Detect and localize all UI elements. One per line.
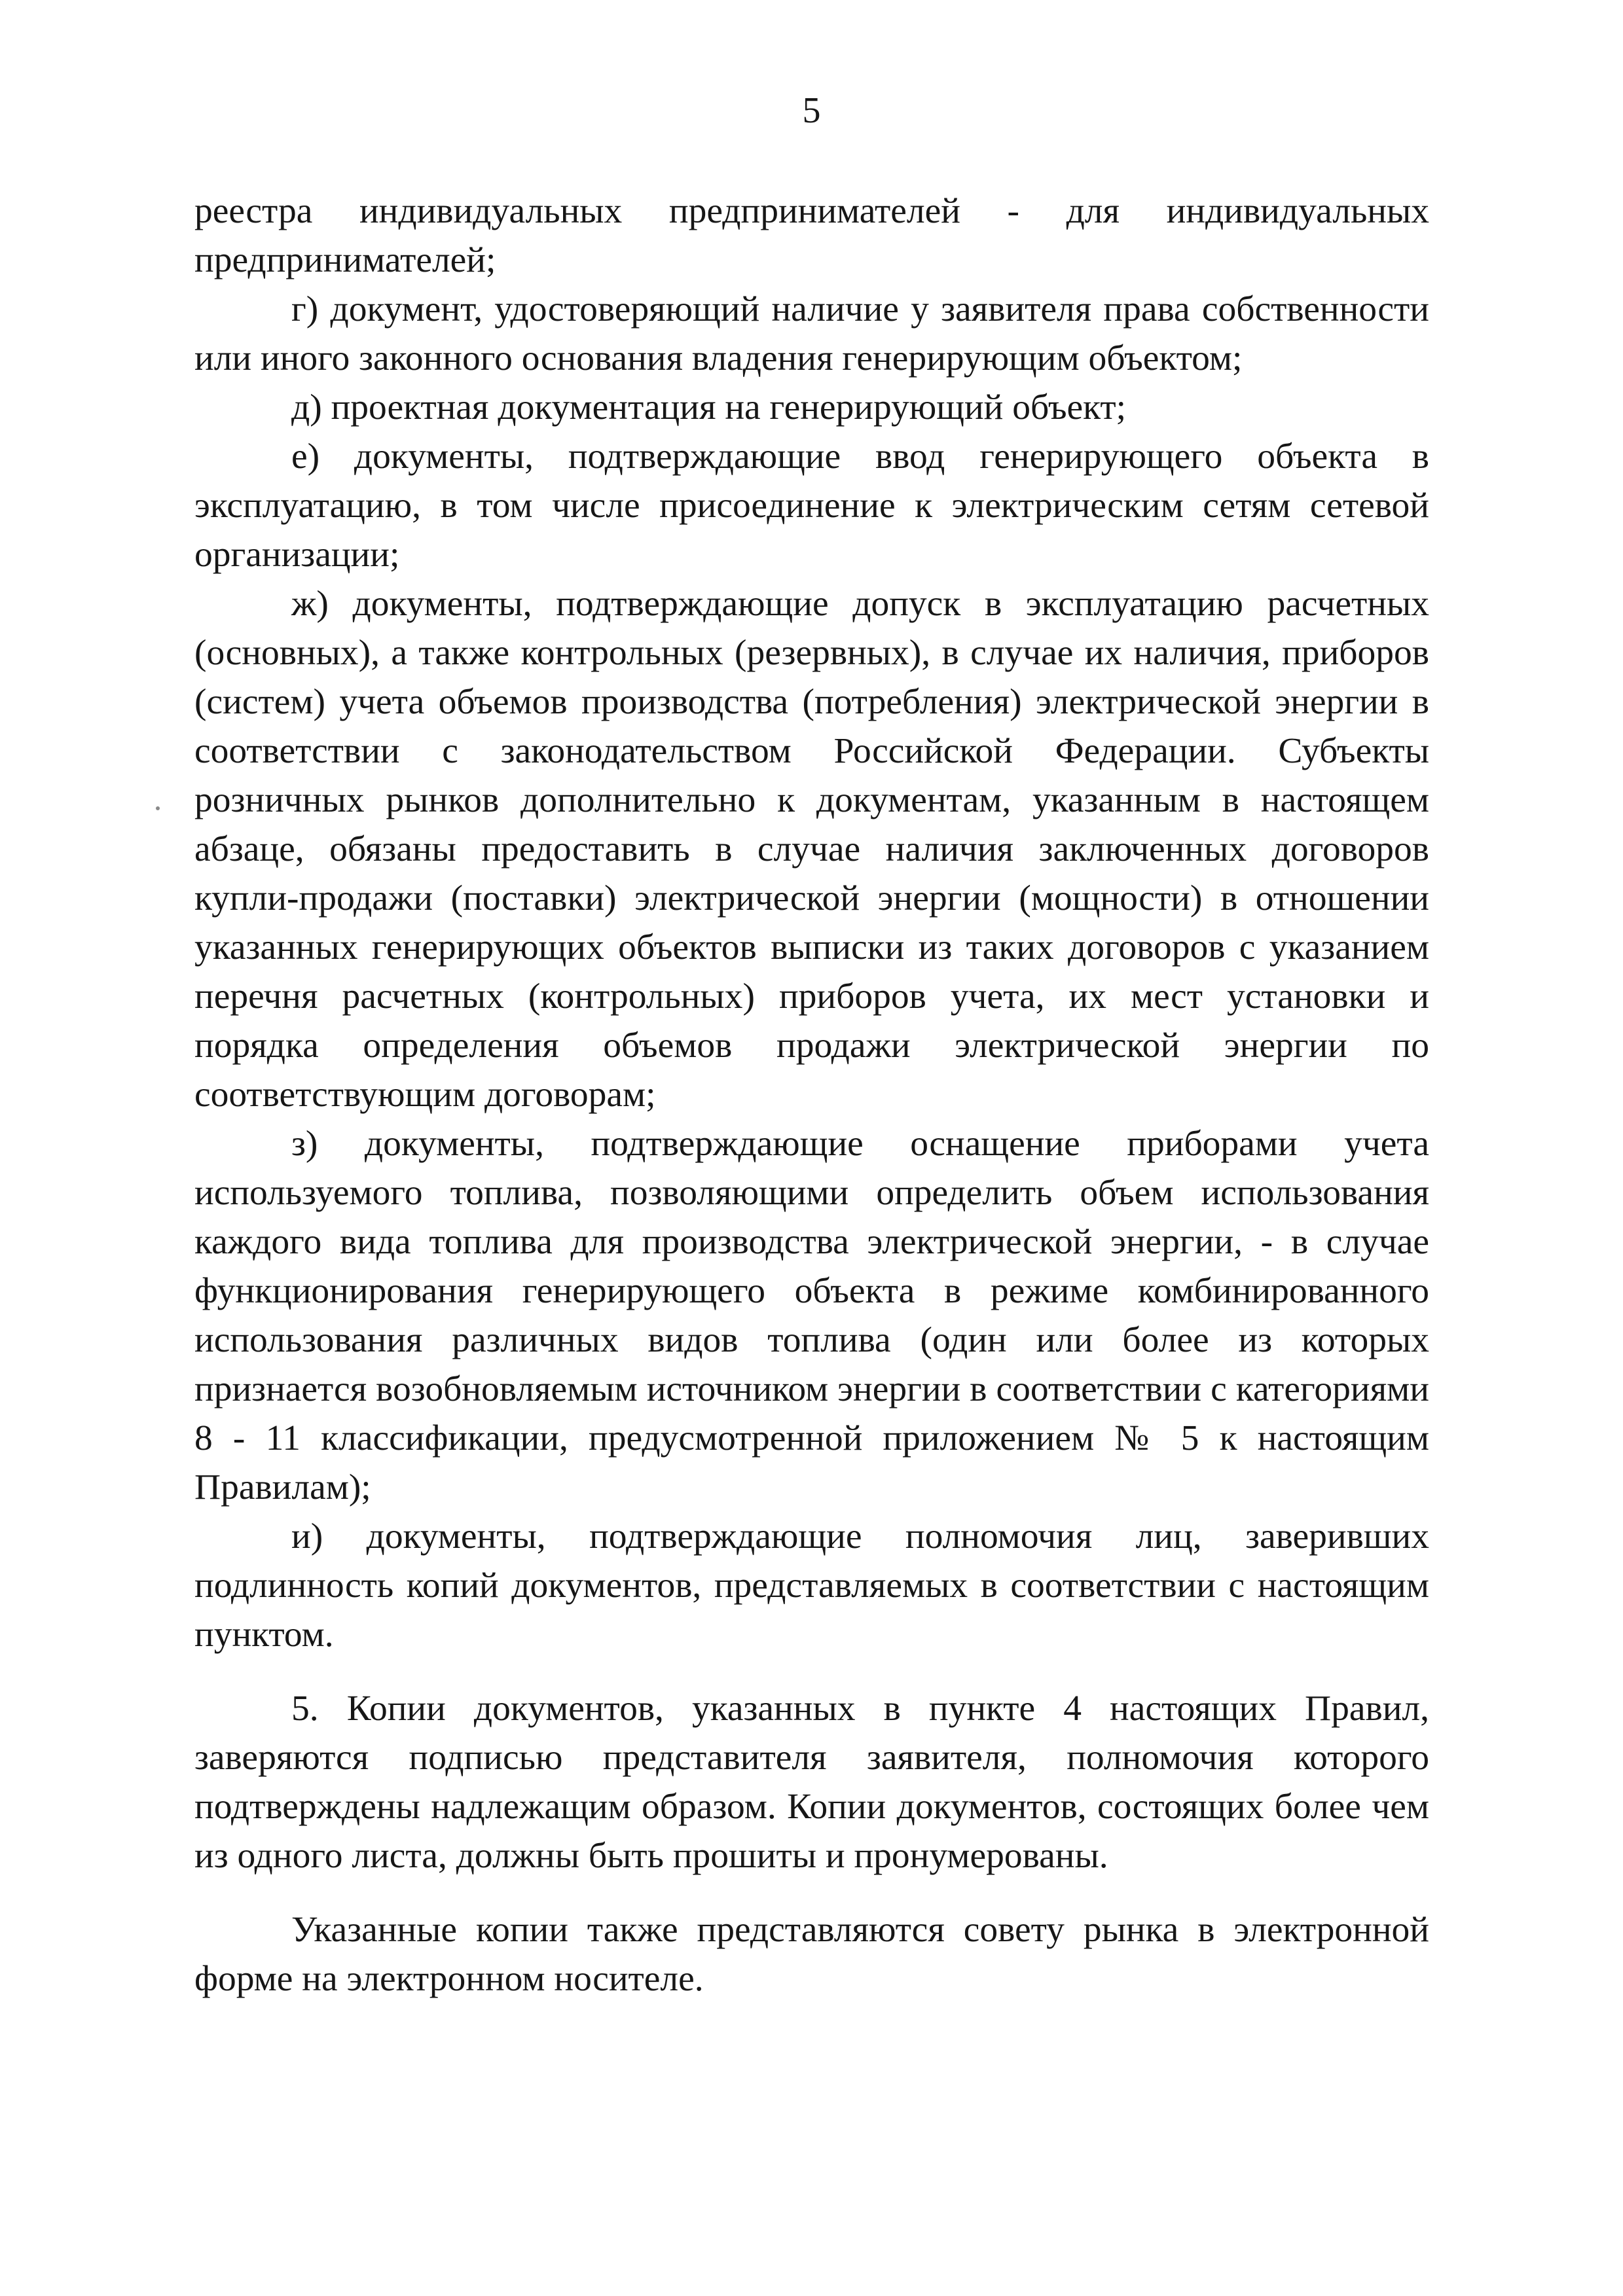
document-body [194,187,1429,2003]
paragraph-item-z: з) документы, подтверждающие оснащение приборами учета используемого топлива, позволяющими определить объем использования каждого вида топлива для производства электрической энергии, - в случае функционирования генерирующего объекта в режиме комбинированного использования различных видов топлива (один или более из которых признается возобновляемым источником энергии в соответствии с категориями 8 - 11 классификации, предусмотренной приложением № 5 к настоящим Правилам); [194,1124,1429,1507]
paragraph-point-5: 5. Копии документов, указанных в пункте 4 настоящих Правил, заверяются подписью представителя заявителя, полномочия которого подтверждены надлежащим образом. Копии документов, состоящих более чем из одного листа, должны быть прошиты и пронумерованы. [194,1689,1429,1876]
paragraph-item-i: и) документы, подтверждающие полномочия лиц, заверивших подлинность копий документов, представляемых в соответствии с настоящим пунктом. [194,1516,1429,1655]
page-number: 5 [802,90,821,131]
paragraph-item-zh: ж) документы, подтверждающие допуск в эксплуатацию расчетных (основных), а также контрольных (резервных), в случае их наличия, приборов (систем) учета объемов производства (потребления) электрической энергии в соответствии с законодательством Российской Федерации. Субъекты розничных рынков дополнительно к документам, указанным в настоящем абзаце, обязаны предоставить в случае наличия заключенных договоров купли-продажи (поставки) электрической энергии (мощности) в отношении указанных генерирующих объектов выписки из таких договоров с указанием перечня расчетных (контрольных) приборов учета, их мест установки и порядка определения объемов продажи электрической энергии по соответствующим договорам; [194,584,1429,1115]
paragraph-item-e: е) документы, подтверждающие ввод генерирующего объекта в эксплуатацию, в том числе присоединение к электрическим сетям сетевой организации; [194,437,1429,575]
scan-speck [156,806,160,810]
paragraph-item-d: д) проектная документация на генерирующий объект; [291,387,1127,427]
paragraph-continuation: реестра индивидуальных предпринимателей - для индивидуальных предпринимателей; [194,191,1429,280]
paragraph-item-g: г) документ, удостоверяющий наличие у заявителя права собственности или иного законного основания владения генерирующим объектом; [194,289,1429,378]
paragraph-electronic-copies: Указанные копии также представляются совету рынка в электронной форме на электронном носителе. [194,1910,1429,1999]
